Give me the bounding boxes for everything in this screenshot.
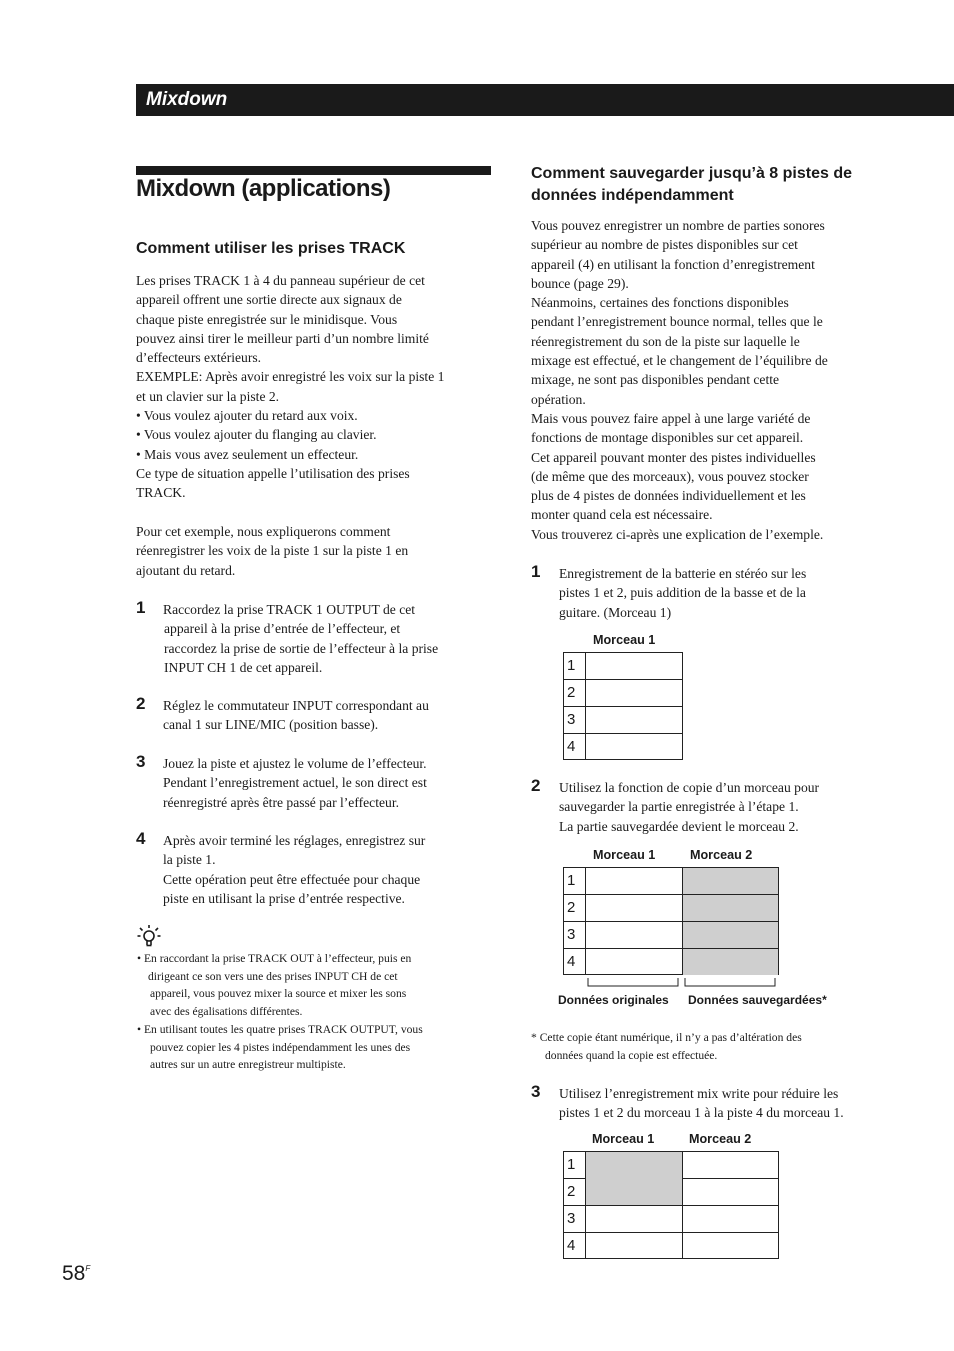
table3-cell [683, 1152, 778, 1179]
table1-row-4: 4 [564, 734, 586, 760]
table3-header-m1: Morceau 1 [592, 1132, 655, 1146]
table1-cell [586, 653, 682, 680]
table3-row-1: 1 [564, 1152, 586, 1179]
label-original-data: Données originales [558, 993, 669, 1007]
table2-cell-saved [683, 949, 778, 975]
page-suffix: F [85, 1264, 91, 1273]
left-intro-2: Pour cet exemple, nous expliquerons comment réenregistrer les voix de la piste 1 sur la piste 1 en ajoutant du retard. [136, 524, 409, 578]
table3-row-4: 4 [564, 1233, 586, 1259]
left-step-2-text: Réglez le commutateur INPUT correspondant au canal 1 sur LINE/MIC (position basse). [163, 698, 429, 733]
table1-row-1: 1 [564, 653, 586, 680]
table2-cell-original [586, 868, 683, 895]
right-intro: Vous pouvez enregistrer un nombre de parties sonores supérieur au nombre de pistes disponibles sur cet appareil (4) en utilisant la fonction d’enregistrement bounce (page 29). Néanmoins, certaines des fonctions disponibles pendant l’enregistrement bounce normal, telles que le réenregistrement du son de la piste sur laquelle le mixage est effectué, et le changement de l’équilibre de mixage, ne sont pas disponibles pendant cette opération. Mais vous pouvez faire appel à une large variété de fonctions de montage disponibles sur cet appareil. Cet appareil pouvant monter des pistes individuelles (de même que des morceaux), vous pouvez stocker plus de 4 pistes de données individuellement et les monter quand cela est nécessaire. Vous trouverez ci-après une explication de l’exemple. [531, 218, 828, 542]
table1-header-m1: Morceau 1 [593, 633, 656, 647]
table3-cell [683, 1206, 778, 1233]
table2-cell-saved [683, 895, 778, 922]
table1 [563, 652, 683, 760]
right-heading: Comment sauvegarder jusqu’à 8 pistes de données indépendamment [531, 165, 852, 204]
left-intro: Les prises TRACK 1 à 4 du panneau supérieur de cet appareil offrent une sortie directe aux signaux de chaque piste enregistrée sur le minidisque. Vous pouvez ainsi tirer le meilleur parti d’un nombre limité d’effecteurs extérieurs. EXEMPLE: Après avoir enregistré les voix sur la piste 1 et un clavier sur la piste 2. • Vous voulez ajouter du retard aux voix. • Vous voulez ajouter du flanging au clavier. • Mais vous avez seulement un effecteur. Ce type de situation appelle l’utilisation des prises TRACK. [136, 273, 445, 501]
right-step-3-text: Utilisez l’enregistrement mix write pour réduire les pistes 1 et 2 du morceau 1 à la piste 4 du morceau 1. [559, 1086, 844, 1121]
table2-row-2: 2 [564, 895, 586, 922]
left-step-4-number: 4 [136, 829, 146, 848]
table2-cell-original [586, 922, 683, 949]
right-step-1-text: Enregistrement de la batterie en stéréo sur les pistes 1 et 2, puis addition de la basse et de la guitare. (Morceau 1) [559, 566, 807, 620]
right-step-3-number: 3 [531, 1082, 541, 1101]
table2-row-4: 4 [564, 949, 586, 975]
left-step-4-text: Après avoir terminé les réglages, enregistrez sur la piste 1. Cette opération peut être effectuée pour chaque piste en utilisant la prise d’entrée respective. [163, 833, 426, 906]
left-step-2-number: 2 [136, 694, 146, 713]
tips-list: • En raccordant la prise TRACK OUT à l’effecteur, puis en dirigeant ce son vers une des prises INPUT CH de cet appareil, vous pouvez mixer la source et mixer les sons avec des égalisations différentes. • En utilisant toutes les quatre prises TRACK OUTPUT, vous pouvez copier les 4 pistes indépendamment les unes des autres sur un autre enregistreur multipiste. [137, 952, 423, 1072]
data-bracket [585, 976, 781, 990]
table3-cell-merged-grey [586, 1152, 683, 1206]
table2-row-3: 3 [564, 922, 586, 949]
left-heading: Comment utiliser les prises TRACK [136, 240, 406, 257]
page-number: $58^F$ [62, 1262, 91, 1285]
left-step-1-text: Raccordez la prise TRACK 1 OUTPUT de cet appareil à la prise d’entrée de l’effecteur, et raccordez la prise de sortie de l’effecteur à la prise INPUT CH 1 de cet appareil. [163, 602, 439, 675]
table3-row-3: 3 [564, 1206, 586, 1233]
right-step-2-number: 2 [531, 776, 541, 795]
table3-cell [683, 1179, 778, 1206]
table1-row-2: 2 [564, 680, 586, 707]
table2-header-m2: Morceau 2 [690, 848, 753, 862]
table1-row-3: 3 [564, 707, 586, 734]
left-step-1-number: 1 [136, 598, 146, 617]
right-step-1-number: 1 [531, 562, 541, 581]
left-step-3-number: 3 [136, 752, 146, 771]
left-step-3-text: Jouez la piste et ajustez le volume de l’effecteur. Pendant l’enregistrement actuel, le son direct est réenregistré après être passé par l’effecteur. [163, 756, 427, 810]
table3 [563, 1151, 779, 1259]
table2-cell-original [586, 949, 683, 975]
table2-cell-saved [683, 868, 778, 895]
table2-cell-original [586, 895, 683, 922]
right-step-2-text: Utilisez la fonction de copie d’un morceau pour sauvegarder la partie enregistrée à l’étape 1. La partie sauvegardée devient le morceau 2. [559, 780, 820, 834]
table3-header-m2: Morceau 2 [689, 1132, 752, 1146]
footnote: * Cette copie étant numérique, il n’y a pas d’altération des données quand la copie est effectuée. [531, 1031, 802, 1062]
title-rule [136, 166, 491, 175]
table2-row-1: 1 [564, 868, 586, 895]
table2 [563, 867, 779, 975]
page-title: Mixdown (applications) [136, 175, 391, 202]
label-saved-data: Données sauvegardées* [688, 993, 827, 1007]
section-header-bar [136, 84, 954, 116]
table3-cell [586, 1233, 683, 1259]
table1-cell [586, 680, 682, 707]
table3-row-2: 2 [564, 1179, 586, 1206]
table2-header-m1: Morceau 1 [593, 848, 656, 862]
table3-cell [586, 1206, 683, 1233]
table1-cell [586, 707, 682, 734]
table2-cell-saved [683, 922, 778, 949]
lightbulb-icon [137, 924, 161, 950]
section-header-title: Mixdown [146, 89, 228, 110]
